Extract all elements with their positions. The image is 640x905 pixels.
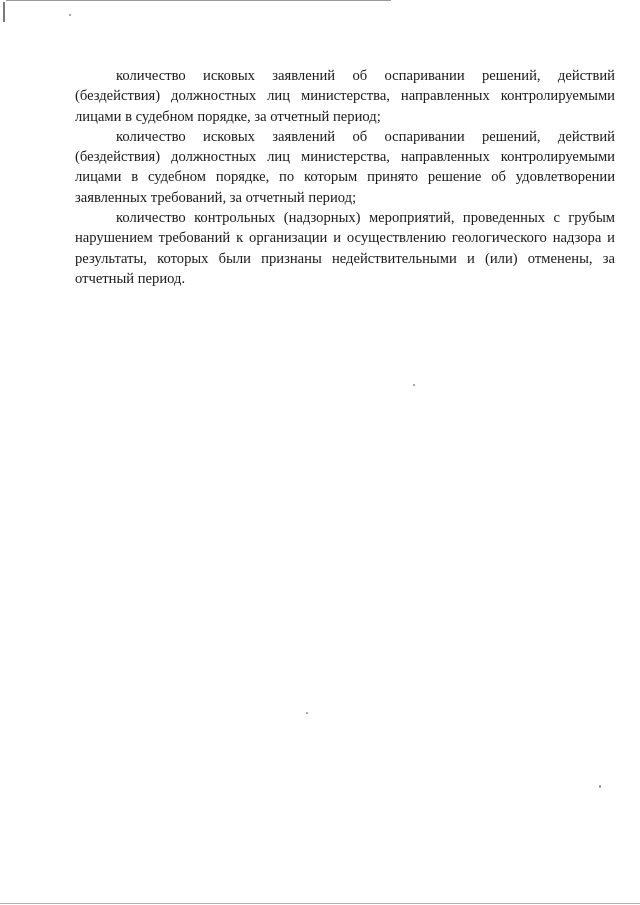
scan-speck [413, 384, 415, 386]
document-body [75, 66, 615, 289]
scan-speck [306, 712, 308, 714]
paragraph-claims-filed: количество исковых заявлений об оспаривании решений, действий (бездействия) должностных лиц министерства, направленных контролируемыми лицами в судебном порядке, за отчетный период; [75, 68, 615, 125]
scan-edge-mark [3, 2, 5, 22]
scan-edge-line [6, 0, 391, 1]
scan-edge-line [0, 903, 640, 904]
paragraph-claims-satisfied: количество исковых заявлений об оспаривании решений, действий (бездействия) должностных лиц министерства, направленных контролируемыми лицами в судебном порядке, по которым принято решение об удовлетворении заявленных требований, за отчетный период; [75, 128, 615, 206]
scan-speck [599, 785, 601, 788]
paragraph-inspections-violations: количество контрольных (надзорных) мероприятий, проведенных с грубым нарушением требований к организации и осуществлению геологического надзора и результаты, которых были признаны недействительными и (или) отменены, за отчетный период. [75, 210, 615, 287]
scan-speck [69, 14, 71, 16]
